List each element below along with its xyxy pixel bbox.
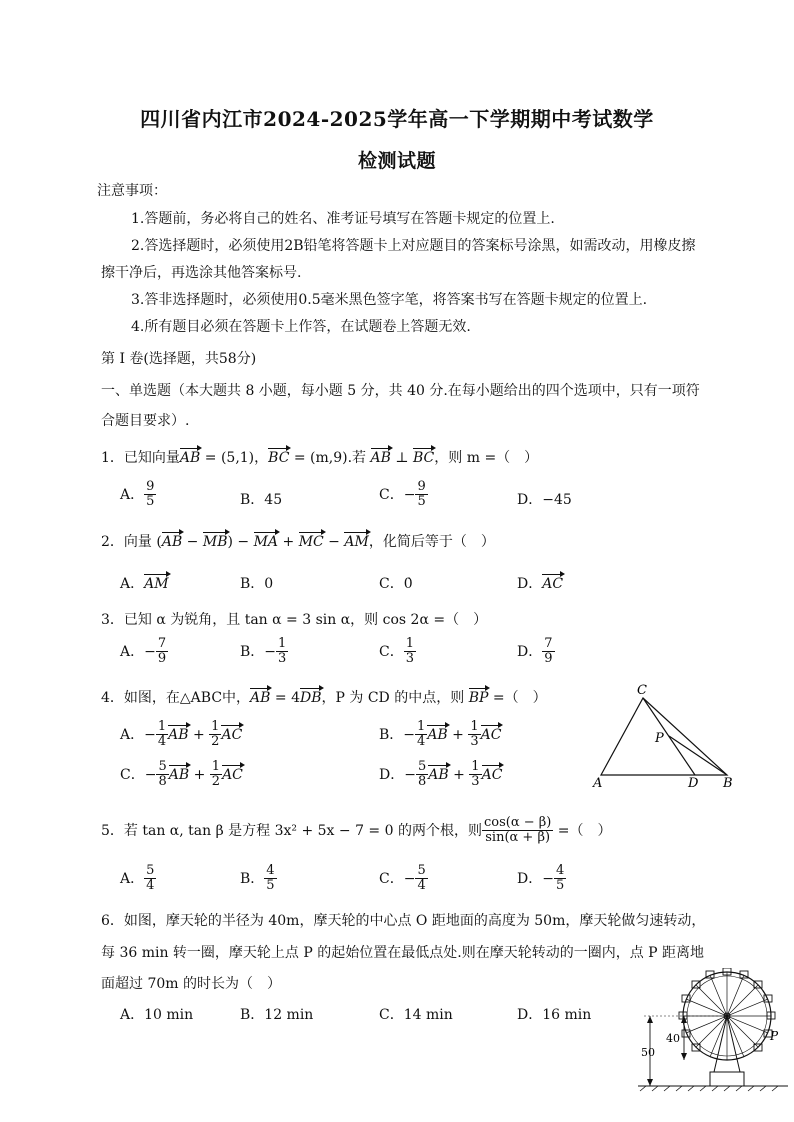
q2-option-a[interactable]: A．AM	[120, 576, 169, 592]
q6-option-d[interactable]: D．16 min	[517, 1007, 592, 1023]
label-d: D	[688, 776, 699, 790]
label-50: 50	[641, 1046, 655, 1059]
part-title: 第 I 卷(选择题，共58分)	[101, 351, 257, 367]
q4-option-c[interactable]: C．− $\frac{5}{8}$ AB + $\frac{1}{2}$ AC	[120, 759, 243, 790]
q2-option-d[interactable]: D．AC	[517, 576, 564, 592]
q4-option-a[interactable]: A．− $\frac{1}{4}$ AB + $\frac{1}{2}$ AC	[120, 719, 243, 750]
support-right	[727, 1016, 740, 1072]
label-c: C	[637, 683, 647, 698]
page-subtitle: 检测试题	[357, 150, 436, 172]
page-title: 四川省内江市2024-2025学年高一下学期期中考试数学	[140, 107, 654, 131]
dim-arrow-50-top	[647, 1016, 653, 1023]
q2-option-b[interactable]: B．0	[240, 576, 274, 592]
q3-option-d[interactable]: D． $\frac{7}{9}$	[517, 636, 553, 667]
q4-triangle-figure	[585, 680, 745, 790]
notice-heading: 注意事项：	[97, 183, 167, 199]
dim-arrow-50-bottom	[647, 1079, 653, 1086]
notice-item-1: 1.答题前，务必将自己的姓名、准考证号填写在答题卡规定的位置上.	[131, 211, 555, 227]
dim-arrow-40-top	[681, 1016, 687, 1023]
notice-item-4: 4.所有题目必须在答题卡上作答，在试题卷上答题无效.	[131, 319, 471, 335]
section-heading-1: 一、单选题（本大题共 8 小题，每小题 5 分，共 40 分.在每小题给出的四个选项中，只有一项符	[101, 383, 700, 399]
support-left	[714, 1016, 727, 1072]
section-heading-2: 合题目要求）.	[101, 413, 190, 429]
q2-stem: 2．向量 (AB − MB) − MA + MC − AM，化简后等于（ ）	[101, 534, 495, 550]
label-p: P	[655, 731, 664, 746]
q1-option-d[interactable]: D．−45	[517, 492, 572, 508]
q1-stem: 1．已知向量AB = (5,1)，BC = (m,9).若 AB ⊥ BC，则 m =（ ）	[101, 450, 539, 466]
q3-option-b[interactable]: B．− $\frac{1}{3}$	[240, 636, 287, 667]
q3-option-c[interactable]: C． $\frac{1}{3}$	[379, 636, 414, 667]
wheel-base	[710, 1072, 744, 1086]
q5-option-d[interactable]: D．− $\frac{4}{5}$	[517, 863, 565, 894]
q6-option-c[interactable]: C．14 min	[379, 1007, 453, 1023]
label-40: 40	[666, 1032, 680, 1045]
notice-item-2-cont: 擦干净后，再选涂其他答案标号.	[101, 265, 302, 281]
q6-stem-3: 面超过 70m 的时长为（ ）	[101, 976, 281, 992]
q3-stem: 3．已知 α 为锐角，且 tan α = 3 sin α，则 cos 2α =（ ）	[101, 612, 488, 628]
q6-stem-2: 每 36 min 转一圈，摩天轮上点 P 的起始位置在最低点处.则在摩天轮转动的一圈内，点 P 距离地	[101, 945, 705, 961]
q6-ferris-wheel-figure	[632, 968, 792, 1092]
notice-item-2: 2.答选择题时，必须使用2B铅笔将答题卡上对应题目的答案标号涂黑，如需改动，用橡皮擦	[131, 238, 696, 254]
q1-option-b[interactable]: B．45	[240, 492, 283, 508]
notice-item-3: 3.答非选择题时，必须使用0.5毫米黑色签字笔，将答案书写在答题卡规定的位置上.	[131, 292, 648, 308]
q6-option-b[interactable]: B．12 min	[240, 1007, 314, 1023]
q4-stem: 4．如图，在△ABC中，AB = 4DB，P 为 CD 的中点，则 BP =（ ）	[101, 690, 547, 706]
q2-option-c[interactable]: C．0̇	[379, 576, 413, 592]
q1-option-a[interactable]: A． $\frac{9}{5}$	[120, 479, 155, 510]
label-a: A	[593, 776, 603, 790]
q6-option-a[interactable]: A．10 min	[120, 1007, 194, 1023]
label-p: P	[770, 1029, 779, 1043]
q4-option-b[interactable]: B．− $\frac{1}{4}$ AB + $\frac{1}{3}$ AC	[379, 719, 502, 750]
q5-stem: 5．若 tan α, tan β 是方程 3x² + 5x − 7 = 0 的两个根，则 $\frac{\cos(\alpha - \beta)}{\sin(\alpha + \beta)}$ =（ ）	[101, 815, 612, 846]
segment-bp	[669, 736, 727, 775]
q5-option-a[interactable]: A． $\frac{5}{4}$	[120, 863, 155, 894]
q1-option-c[interactable]: C．− $\frac{9}{5}$	[379, 479, 426, 510]
dim-arrow-40-bottom	[681, 1053, 687, 1060]
label-b: B	[723, 776, 733, 790]
q3-option-a[interactable]: A．− $\frac{7}{9}$	[120, 636, 167, 667]
q5-option-b[interactable]: B． $\frac{4}{5}$	[240, 863, 275, 894]
q5-option-c[interactable]: C．− $\frac{5}{4}$	[379, 863, 426, 894]
q6-stem-1: 6．如图，摩天轮的半径为 40m，摩天轮的中心点 O 距地面的高度为 50m，摩天轮做匀速转动，	[101, 913, 706, 929]
ground-hatch	[640, 1086, 778, 1091]
q4-option-d[interactable]: D．− $\frac{5}{8}$ AB + $\frac{1}{3}$ AC	[379, 759, 503, 790]
triangle-abc	[601, 698, 727, 775]
